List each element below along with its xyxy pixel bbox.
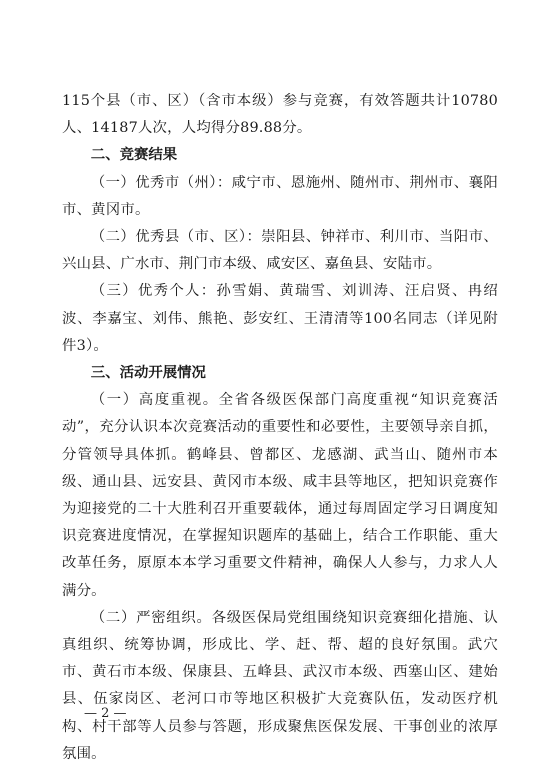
page-number: — 2 —	[84, 706, 127, 721]
section-heading-results: 二、竞赛结果	[90, 147, 178, 164]
paragraph-excellent-counties: （二）优秀县（市、区）：崇阳县、钟祥市、利川市、当阳市、兴山县、广水市、荆门市本级、咸安区、嘉鱼县、安陆市。	[62, 229, 498, 273]
document-body	[62, 88, 498, 768]
paragraph-excellent-cities: （一）优秀市（州）：咸宁市、恩施州、随州市、荆州市、襄阳市、黄冈市。	[62, 174, 498, 218]
paragraph-excellent-individuals: （三）优秀个人：孙雪娟、黄瑞雪、刘训涛、汪启贤、冉绍波、李嘉宝、刘伟、熊艳、彭安红、王清清等100名同志（详见附件3）。	[62, 283, 498, 354]
paragraph-participation-stats: 115个县（市、区）（含市本级）参与竞赛，有效答题共计10780人、14187人次，人均得分89.88分。	[62, 93, 498, 137]
section-heading-activities: 三、活动开展情况	[90, 365, 206, 382]
paragraph-strict-organization: （二）严密组织。各级医保局党组围绕知识竞赛细化措施、认真组织、统筹协调，形成比、学、赶、帮、超的良好氛围。武穴市、黄石市本级、保康县、五峰县、武汉市本级、西塞山区、建始县、伍家岗区、老河口市等地区积极扩大竞赛队伍，发动医疗机构、村干部等人员参与答题，形成聚焦医保发展、干事创业的浓厚氛围。	[62, 609, 498, 762]
paragraph-high-attention: （一）高度重视。全省各级医保部门高度重视“知识竞赛活动”，充分认识本次竞赛活动的重要性和必要性，主要领导亲自抓，分管领导具体抓。鹤峰县、曾都区、龙感湖、武当山、随州市本级、通山县、远安县、黄冈市本级、咸丰县等地区，把知识竞赛作为迎接党的二十大胜利召开重要载体，通过每周固定学习日调度知识竞赛进度情况，在掌握知识题库的基础上，结合工作职能、重大改革任务，原原本本学习重要文件精神，确保人人参与，力求人人满分。	[62, 392, 498, 599]
